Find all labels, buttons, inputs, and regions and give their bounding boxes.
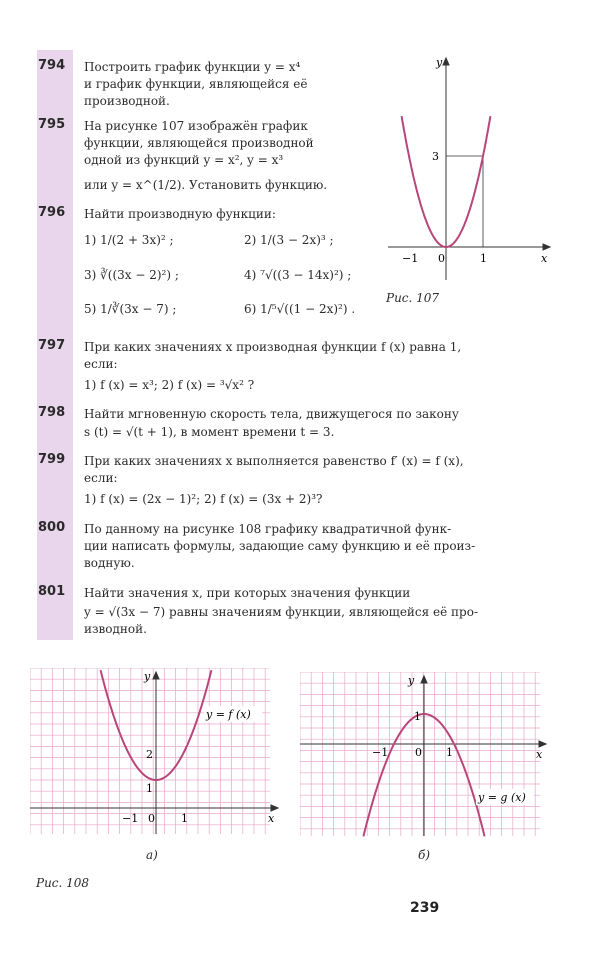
fig108a-tick-1: 1 — [181, 812, 188, 825]
fig108b-x-arrow-icon — [539, 741, 546, 747]
problem-796-option-3: 3) ∛((3x − 2)²) ; — [84, 268, 179, 282]
figure-108a — [30, 668, 285, 838]
problem-number-798: 798 — [38, 405, 66, 420]
fig108b-y-label: y — [408, 674, 415, 687]
problem-799-line-2: если: — [84, 471, 118, 485]
problem-number-800: 800 — [38, 520, 66, 535]
problem-800-line-2: ции написать формулы, задающие саму функцию и её произ- — [84, 539, 476, 553]
fig108a-x-arrow-icon — [271, 805, 278, 811]
problem-801-line-1: Найти значения x, при которых значения функции — [84, 586, 411, 600]
fig108b-tick-1: 1 — [446, 746, 453, 759]
problem-795-line-2: функции, являющейся производной — [84, 136, 314, 150]
figure-107 — [378, 52, 568, 287]
problem-795-line-4: или y = x^(1/2). Установить функцию. — [84, 178, 328, 192]
page-number: 239 — [410, 900, 440, 916]
fig107-y-arrow-icon — [443, 58, 449, 65]
problem-798-line-1: Найти мгновенную скорость тела, движущегося по закону — [84, 407, 459, 421]
fig107-tick-neg1: −1 — [402, 252, 419, 265]
fig108a-tick-neg1: −1 — [122, 812, 139, 825]
fig108a-curve-label: y = f (x) — [206, 708, 251, 721]
fig108a-y-label: y — [144, 670, 151, 683]
problem-801-line-3: изводной. — [84, 622, 147, 636]
fig107-tick-3: 3 — [432, 150, 439, 163]
problem-796-line-1: Найти производную функции: — [84, 207, 276, 221]
problem-794-line-1: Построить график функции y = x⁴ — [84, 60, 301, 74]
problem-801-line-2: y = √(3x − 7) равны значениям функции, являющейся её про- — [84, 605, 479, 619]
problem-796-option-2: 2) 1/(3 − 2x)³ ; — [244, 233, 334, 247]
fig107-caption: Рис. 107 — [386, 291, 440, 305]
problem-795-line-3: одной из функций y = x², y = x³ — [84, 153, 284, 167]
fig108a-subcaption: а) — [146, 848, 158, 862]
problem-800-line-1: По данному на рисунке 108 графику квадратичной функ- — [84, 522, 452, 536]
fig108a-tick-y2: 2 — [146, 748, 153, 761]
problem-797-line-1: При каких значениях x производная функции f (x) равна 1, — [84, 340, 462, 354]
fig107-x-label: x — [541, 252, 548, 265]
problem-number-799: 799 — [38, 452, 66, 467]
problem-number-794: 794 — [38, 58, 66, 73]
fig107-tick-1: 1 — [480, 252, 487, 265]
problem-796-option-5: 5) 1/∛(3x − 7) ; — [84, 302, 177, 316]
fig107-tick-0: 0 — [438, 252, 445, 265]
problem-799-line-3: 1) f (x) = (2x − 1)²; 2) f (x) = (3x + 2)³? — [84, 492, 323, 506]
fig108b-x-label: x — [536, 748, 543, 761]
fig107-y-label: y — [436, 56, 443, 69]
problem-794-line-3: производной. — [84, 94, 170, 108]
problem-795-line-1: На рисунке 107 изображён график — [84, 119, 308, 133]
fig108a-y-arrow-icon — [153, 672, 159, 679]
problem-number-796: 796 — [38, 205, 66, 220]
problem-number-801: 801 — [38, 584, 66, 599]
fig108b-curve-label: y = g (x) — [478, 791, 526, 804]
problem-number-795: 795 — [38, 117, 66, 132]
fig108a-tick-y1: 1 — [146, 782, 153, 795]
problem-796-option-1: 1) 1/(2 + 3x)² ; — [84, 233, 174, 247]
problem-796-option-6: 6) 1/⁵√((1 − 2x)²) . — [244, 302, 356, 316]
fig107-x-arrow-icon — [543, 244, 550, 250]
problem-798-line-2: s (t) = √(t + 1), в момент времени t = 3. — [84, 425, 335, 439]
problem-799-line-1: При каких значениях x выполняется равенство f′ (x) = f (x), — [84, 454, 464, 468]
fig108b-tick-0: 0 — [415, 746, 422, 759]
fig108b-tick-neg1: −1 — [372, 746, 389, 759]
problem-800-line-3: водную. — [84, 556, 135, 570]
problem-796-option-4: 4) ⁷√((3 − 14x)²) ; — [244, 268, 352, 282]
fig108a-x-label: x — [268, 812, 275, 825]
figure-108b — [300, 672, 552, 838]
fig108b-tick-y1: 1 — [414, 710, 421, 723]
fig108-caption: Рис. 108 — [36, 876, 90, 890]
fig108a-tick-0: 0 — [148, 812, 155, 825]
fig108b-y-arrow-icon — [421, 676, 427, 683]
fig108b-subcaption: б) — [418, 848, 431, 862]
problem-794-line-2: и график функции, являющейся её — [84, 77, 308, 91]
problem-797-line-3: 1) f (x) = x³; 2) f (x) = ³√x² ? — [84, 378, 255, 392]
problem-797-line-2: если: — [84, 357, 118, 371]
problem-number-797: 797 — [38, 338, 66, 353]
